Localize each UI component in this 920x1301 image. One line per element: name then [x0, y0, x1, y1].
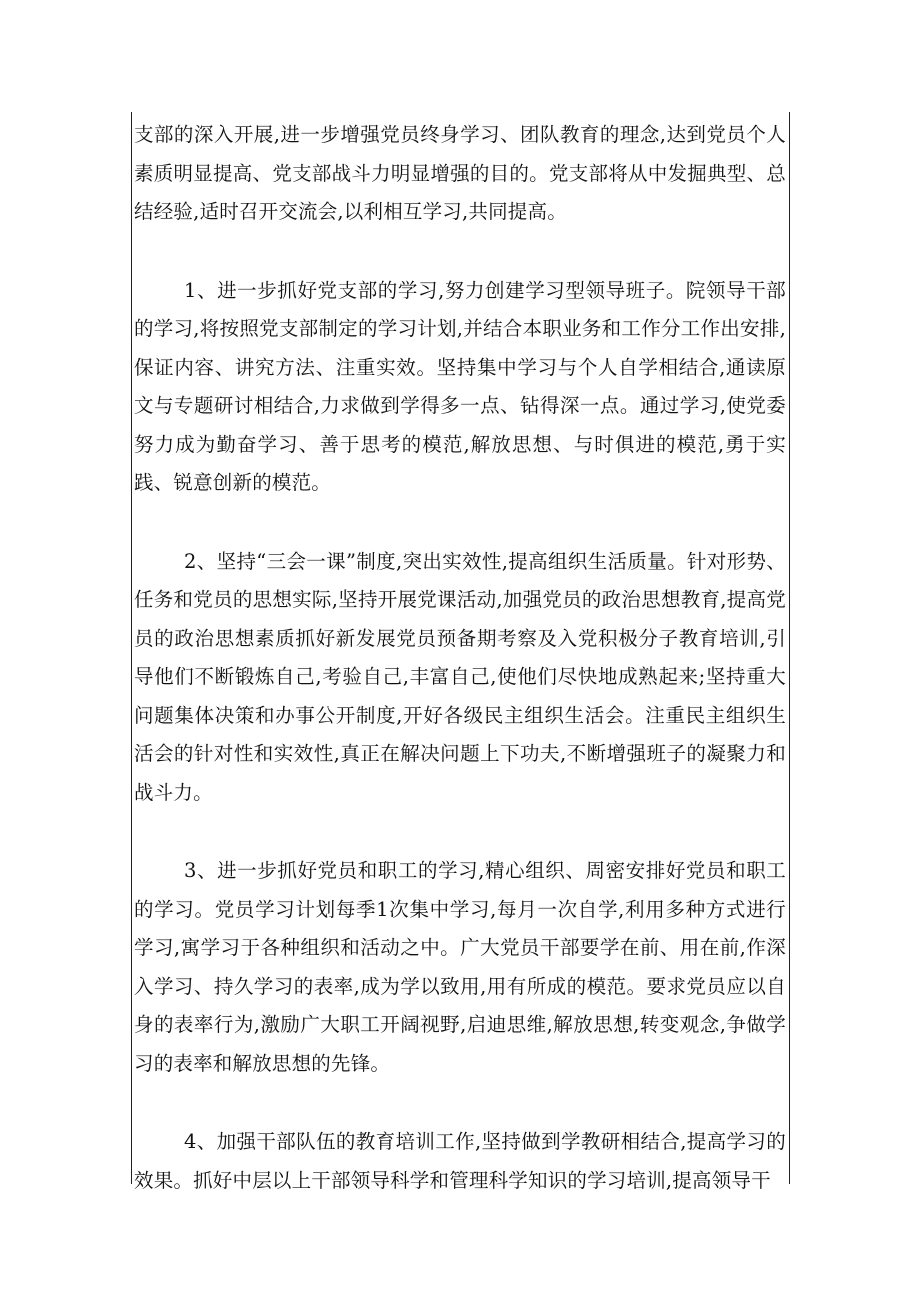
paragraph-spacer: [134, 503, 786, 543]
paragraph-item-3: 3、进一步抓好党员和职工的学习,精心组织、周密安排好党员和职工的学习。党员学习计划每季1次集中学习,每月一次自学,利用多种方式进行学习,寓学习于各种组织和活动之中。广大党员干部要学在前、用在前,作深入学习、持久学习的表率,成为学以致用,用有所成的模范。要求党员应以自身的表率行为,激励广大职工开阔视野,启迪思维,解放思想,转变观念,争做学习的表率和解放思想的先锋。: [134, 859, 786, 1075]
document-body: [134, 116, 786, 1200]
paragraph-item-2: 2、坚持“三会一课”制度,突出实效性,提高组织生活质量。针对形势、任务和党员的思想实际,坚持开展党课活动,加强党员的政治思想教育,提高党员的政治思想素质抓好新发展党员预备期考察及入党积极分子教育培训,引导他们不断锻炼自己,考验自己,丰富自己,使他们尽快地成熟起来;坚持重大问题集体决策和办事公开制度,开好各级民主组织生活会。注重民主组织生活会的针对性和实效性,真正在解决问题上下功夫,不断增强班子的凝聚力和战斗力。: [134, 549, 786, 804]
paragraph-item-4: 4、加强干部队伍的教育培训工作,坚持做到学教研相结合,提高学习的效果。抓好中层以上干部领导科学和管理科学知识的学习培训,提高领导干: [134, 1130, 786, 1192]
table-border-right: [789, 112, 790, 1184]
paragraph-spacer: [134, 1083, 786, 1123]
paragraph-item-1: 1、进一步抓好党支部的学习,努力创建学习型领导班子。院领导干部的学习,将按照党支部制定的学习计划,并结合本职业务和工作分工作出安排,保证内容、讲究方法、注重实效。坚持集中学习与个人自学相结合,通读原文与专题研讨相结合,力求做到学得多一点、钻得深一点。通过学习,使党委努力成为勤奋学习、善于思考的模范,解放思想、与时俱进的模范,勇于实践、锐意创新的模范。: [134, 278, 786, 494]
paragraph-intro: 支部的深入开展,进一步增强党员终身学习、团队教育的理念,达到党员个人素质明显提高、党支部战斗力明显增强的目的。党支部将从中发掘典型、总结经验,适时召开交流会,以利相互学习,共同提高。: [134, 123, 786, 223]
paragraph-spacer: [134, 232, 786, 272]
table-border-left: [131, 112, 132, 1184]
paragraph-spacer: [134, 812, 786, 852]
